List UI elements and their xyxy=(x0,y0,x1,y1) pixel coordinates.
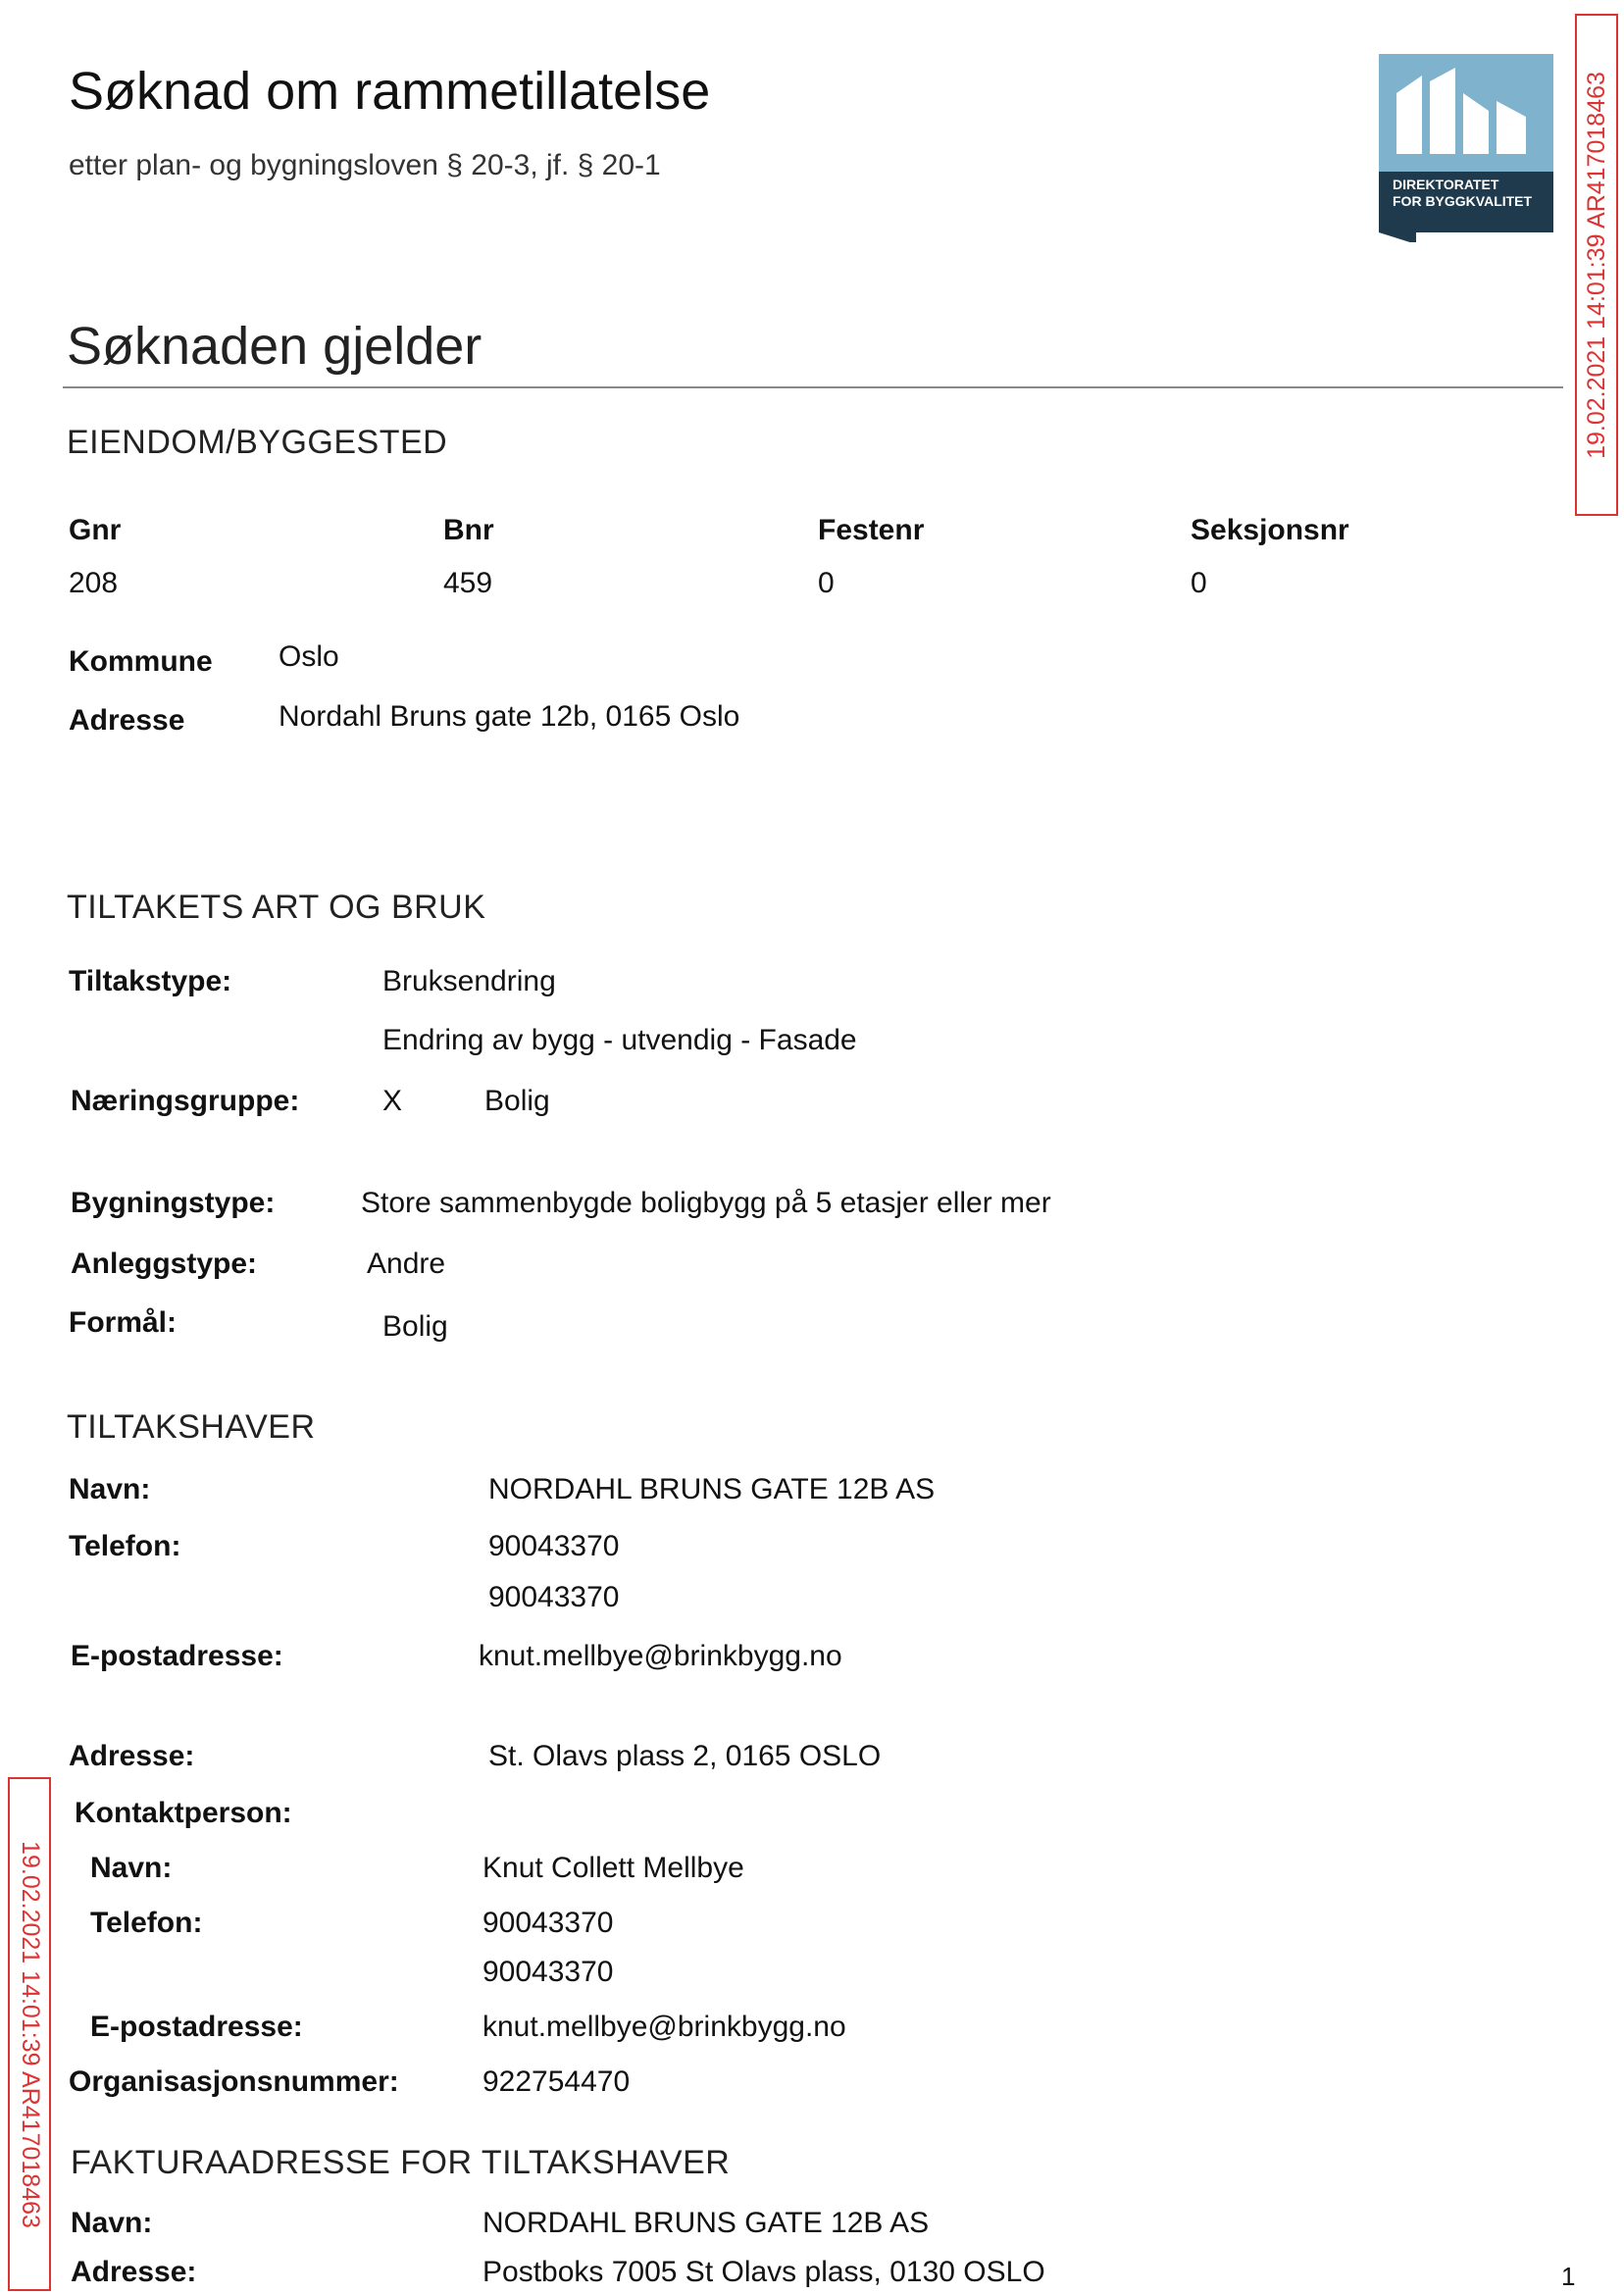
kontaktperson-label: Kontaktperson: xyxy=(75,1797,292,1829)
kp-epost-label: E-postadresse: xyxy=(90,2011,303,2043)
kp-navn-value: Knut Collett Mellbye xyxy=(482,1852,744,1884)
naeringsgruppe-value: Bolig xyxy=(484,1085,550,1117)
kommune-label: Kommune xyxy=(69,645,213,678)
eiendom-heading: EIENDOM/BYGGESTED xyxy=(67,424,448,461)
stamp-text: 19.02.2021 14:01:39 AR417018463 xyxy=(1582,71,1610,459)
naeringsgruppe-label: Næringsgruppe: xyxy=(71,1085,300,1117)
kp-telefon-value-1: 90043370 xyxy=(482,1907,614,1939)
kp-telefon-label: Telefon: xyxy=(90,1907,203,1939)
bnr-label: Bnr xyxy=(443,514,494,546)
orgnr-value: 922754470 xyxy=(482,2065,631,2098)
faktura-navn-value: NORDAHL BRUNS GATE 12B AS xyxy=(482,2207,930,2239)
faktura-heading: FAKTURAADRESSE FOR TILTAKSHAVER xyxy=(71,2144,731,2181)
logo-text-line1: DIREKTORATET xyxy=(1393,177,1499,192)
orgnr-label: Organisasjonsnummer: xyxy=(69,2065,399,2098)
section-title: Søknaden gjelder xyxy=(67,317,482,376)
adresse-value: Nordahl Bruns gate 12b, 0165 Oslo xyxy=(279,700,740,733)
document-subtitle: etter plan- og bygningsloven § 20-3, jf. § 20-1 xyxy=(69,149,661,181)
kp-telefon-value-2: 90043370 xyxy=(482,1956,614,1988)
th-navn-label: Navn: xyxy=(69,1473,151,1505)
th-telefon-value-1: 90043370 xyxy=(488,1530,620,1562)
tiltak-heading: TILTAKETS ART OG BRUK xyxy=(67,889,486,926)
bygningstype-value: Store sammenbygde boligbygg på 5 etasjer eller mer xyxy=(361,1187,1051,1219)
faktura-adresse-label: Adresse: xyxy=(71,2256,197,2288)
anleggstype-value: Andre xyxy=(367,1248,446,1280)
dibk-logo-icon xyxy=(1379,54,1553,242)
th-telefon-label: Telefon: xyxy=(69,1530,181,1562)
page-number: 1 xyxy=(1561,2262,1576,2291)
th-adresse-label: Adresse: xyxy=(69,1740,195,1772)
seksjonsnr-label: Seksjonsnr xyxy=(1191,514,1349,546)
naeringsgruppe-code: X xyxy=(382,1085,403,1117)
gnr-label: Gnr xyxy=(69,514,122,546)
th-telefon-value-2: 90043370 xyxy=(488,1581,620,1613)
gnr-value: 208 xyxy=(69,567,119,599)
tiltakshaver-heading: TILTAKSHAVER xyxy=(67,1408,316,1446)
kommune-value: Oslo xyxy=(279,640,339,673)
stamp-text: 19.02.2021 14:01:39 AR417018463 xyxy=(16,1840,44,2228)
section-divider xyxy=(63,386,1563,388)
logo-text-line2: FOR BYGGKVALITET xyxy=(1393,193,1533,209)
seksjonsnr-value: 0 xyxy=(1191,567,1207,599)
th-epost-value: knut.mellbye@brinkbygg.no xyxy=(479,1640,842,1672)
tiltakstype-label: Tiltakstype: xyxy=(69,965,232,997)
festenr-value: 0 xyxy=(818,567,835,599)
faktura-navn-label: Navn: xyxy=(71,2207,153,2239)
anleggstype-label: Anleggstype: xyxy=(71,1248,258,1280)
kp-epost-value: knut.mellbye@brinkbygg.no xyxy=(482,2011,846,2043)
bnr-value: 459 xyxy=(443,567,493,599)
th-navn-value: NORDAHL BRUNS GATE 12B AS xyxy=(488,1473,936,1505)
tiltakstype-value-2: Endring av bygg - utvendig - Fasade xyxy=(382,1024,857,1056)
formal-value: Bolig xyxy=(382,1310,448,1343)
formal-label: Formål: xyxy=(69,1306,178,1339)
adresse-label: Adresse xyxy=(69,704,185,737)
dibk-logo xyxy=(1379,54,1553,242)
faktura-adresse-value: Postboks 7005 St Olavs plass, 0130 OSLO xyxy=(482,2256,1045,2288)
festenr-label: Festenr xyxy=(818,514,925,546)
th-adresse-value: St. Olavs plass 2, 0165 OSLO xyxy=(488,1740,882,1772)
receipt-stamp-left xyxy=(8,1777,51,2291)
tiltakstype-value-1: Bruksendring xyxy=(382,965,556,997)
document-title: Søknad om rammetillatelse xyxy=(69,62,711,121)
th-epost-label: E-postadresse: xyxy=(71,1640,283,1672)
kp-navn-label: Navn: xyxy=(90,1852,173,1884)
bygningstype-label: Bygningstype: xyxy=(71,1187,276,1219)
receipt-stamp-right xyxy=(1575,14,1618,516)
